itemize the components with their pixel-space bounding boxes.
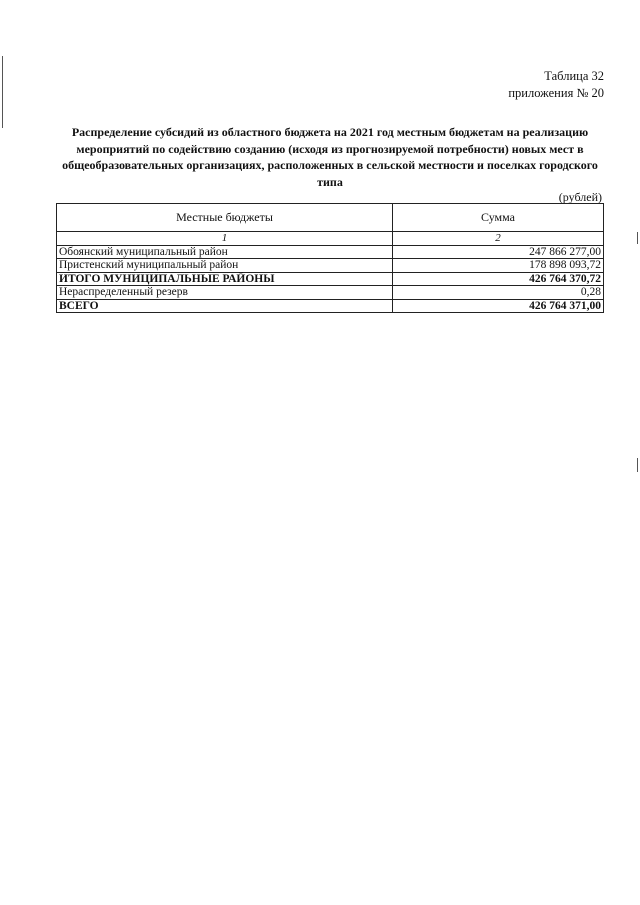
column-number-2: 2 [393, 232, 604, 246]
column-number-1: 1 [57, 232, 393, 246]
row-budget-name: Пристенский муниципальный район [57, 259, 393, 273]
row-budget-name: ВСЕГО [57, 299, 393, 313]
budget-table [56, 203, 604, 313]
table-row [57, 286, 604, 300]
table-row [57, 259, 604, 273]
column-number-row [57, 232, 604, 246]
table-row [57, 299, 604, 313]
row-budget-name: ИТОГО МУНИЦИПАЛЬНЫЕ РАЙОНЫ [57, 272, 393, 286]
document-title: Распределение субсидий из областного бюджета на 2021 год местным бюджетам на реализацию мероприятий по содействию созданию (исходя из прогнозируемой потребности) новых мест в общеобразовательных организациях, расположенных в сельской местности и поселках городского типа [62, 125, 598, 189]
row-sum: 426 764 371,00 [393, 299, 604, 313]
row-sum: 178 898 093,72 [393, 259, 604, 273]
table-header-row [57, 204, 604, 232]
row-sum: 247 866 277,00 [393, 245, 604, 259]
scan-mark-left [2, 56, 3, 128]
row-budget-name: Нераспределенный резерв [57, 286, 393, 300]
units-label: (рублей) [558, 190, 602, 204]
appendix-reference: приложения № 20 [508, 86, 604, 100]
scan-mark-right-middle [637, 458, 638, 472]
table-number: Таблица 32 [544, 69, 604, 83]
row-sum: 0,28 [393, 286, 604, 300]
table-row [57, 272, 604, 286]
row-sum: 426 764 370,72 [393, 272, 604, 286]
document-header [508, 68, 604, 102]
scan-mark-right-top [637, 232, 638, 244]
table-row [57, 245, 604, 259]
column-header-sum: Сумма [393, 204, 604, 232]
row-budget-name: Обоянский муниципальный район [57, 245, 393, 259]
column-header-budgets: Местные бюджеты [57, 204, 393, 232]
